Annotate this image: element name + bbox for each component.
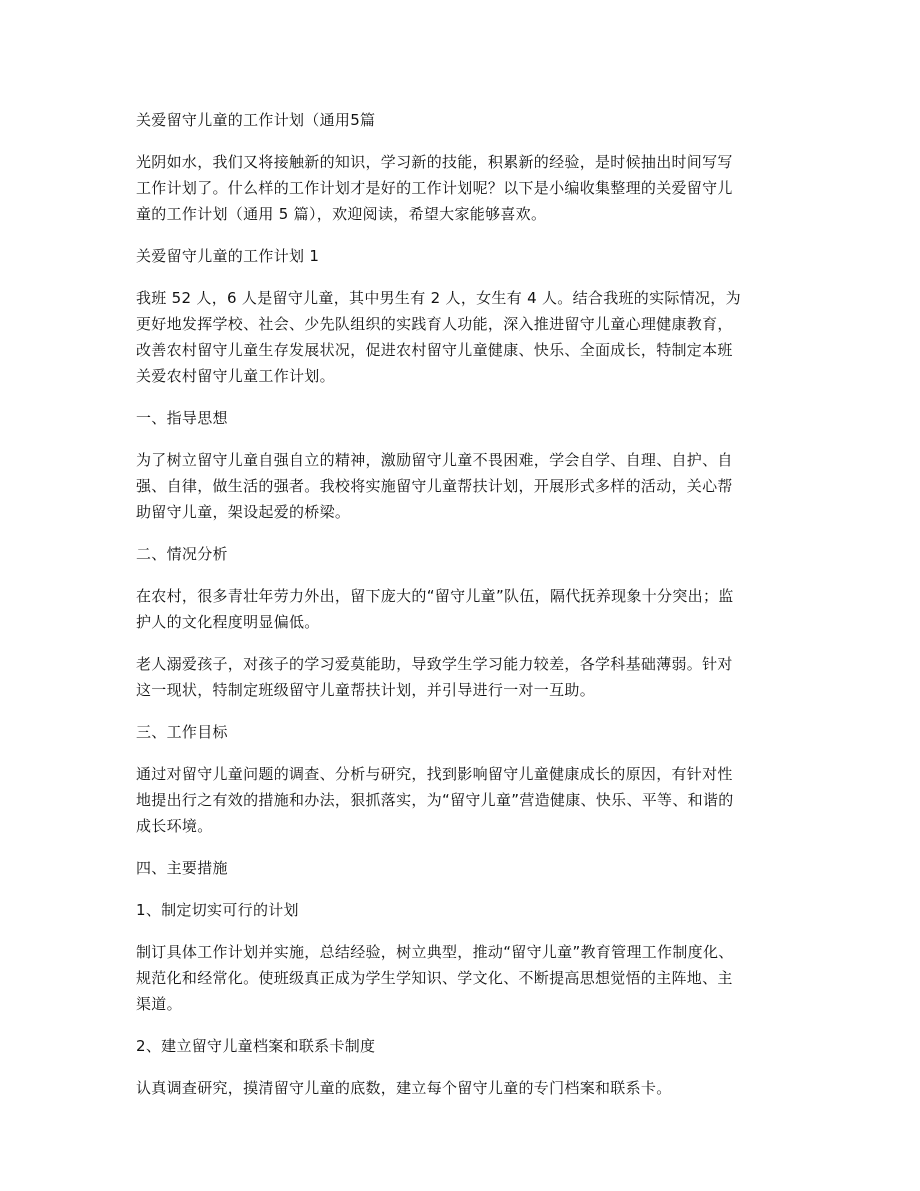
paragraph-line: 强、自律，做生活的强者。我校将实施留守儿童帮扶计划，开展形式多样的活动，关心帮 <box>136 477 733 495</box>
section2-heading: 二、情况分析 <box>136 545 228 563</box>
paragraph-line: 规范化和经常化。使班级真正成为学生学知识、学文化、不断提高思想觉悟的主阵地、主 <box>136 969 733 987</box>
paragraph-line: 改善农村留守儿童生存发展状况，促进农村留守儿童健康、快乐、全面成长，特制定本班 <box>136 341 733 359</box>
section3-heading: 三、工作目标 <box>136 723 228 741</box>
section1-paragraph <box>136 447 786 525</box>
section4-heading: 四、主要措施 <box>136 859 228 877</box>
paragraph-line: 关爱农村留守儿童工作计划。 <box>136 367 335 385</box>
paragraph-line: 认真调查研究，摸清留守儿童的底数，建立每个留守儿童的专门档案和联系卡。 <box>136 1079 672 1097</box>
paragraph-line: 童的工作计划（通用 5 篇），欢迎阅读，希望大家能够喜欢。 <box>136 205 547 223</box>
paragraph-line: 地提出行之有效的措施和办法，狠抓落实，为“留守儿童”营造健康、快乐、平等、和谐的 <box>136 791 734 809</box>
intro-paragraph <box>136 149 786 227</box>
paragraph-line: 我班 52 人，6 人是留守儿童，其中男生有 2 人，女生有 4 人。结合我班的实际情况，为 <box>136 289 741 307</box>
paragraph-line: 老人溺爱孩子，对孩子的学习爱莫能助，导致学生学习能力较差，各学科基础薄弱。针对 <box>136 655 733 673</box>
paragraph-line: 助留守儿童，架设起爱的桥梁。 <box>136 503 351 521</box>
plan1-title: 关爱留守儿童的工作计划 1 <box>136 247 320 265</box>
measure1-paragraph <box>136 939 786 1017</box>
paragraph-line: 在农村，很多青壮年劳力外出，留下庞大的“留守儿童”队伍，隔代抚养现象十分突出；监 <box>136 587 734 605</box>
plan1-paragraph <box>136 285 786 389</box>
document-title: 关爱留守儿童的工作计划（通用5篇 <box>136 111 376 129</box>
paragraph-line: 渠道。 <box>136 995 182 1013</box>
paragraph-line: 更好地发挥学校、社会、少先队组织的实践育人功能，深入推进留守儿童心理健康教育， <box>136 315 733 333</box>
section3-paragraph <box>136 761 786 839</box>
paragraph-line: 光阴如水，我们又将接触新的知识，学习新的技能，积累新的经验，是时候抽出时间写写 <box>136 153 733 171</box>
paragraph-line: 这一现状，特制定班级留守儿童帮扶计划，并引导进行一对一互助。 <box>136 681 596 699</box>
paragraph-line: 制订具体工作计划并实施，总结经验，树立典型，推动“留守儿童”教育管理工作制度化、 <box>136 943 734 961</box>
paragraph-line: 为了树立留守儿童自强自立的精神，激励留守儿童不畏困难，学会自学、自理、自护、自 <box>136 451 733 469</box>
paragraph-line: 成长环境。 <box>136 817 213 835</box>
measure2-paragraph <box>136 1075 786 1101</box>
section2-paragraph-1 <box>136 583 786 635</box>
paragraph-line: 工作计划了。什么样的工作计划才是好的工作计划呢？以下是小编收集整理的关爱留守儿 <box>136 179 733 197</box>
section2-paragraph-2 <box>136 651 786 703</box>
measure2-heading: 2、建立留守儿童档案和联系卡制度 <box>136 1037 376 1055</box>
paragraph-line: 护人的文化程度明显偏低。 <box>136 613 320 631</box>
paragraph-line: 通过对留守儿童问题的调查、分析与研究，找到影响留守儿童健康成长的原因，有针对性 <box>136 765 733 783</box>
measure1-heading: 1、制定切实可行的计划 <box>136 901 299 919</box>
section1-heading: 一、指导思想 <box>136 409 228 427</box>
